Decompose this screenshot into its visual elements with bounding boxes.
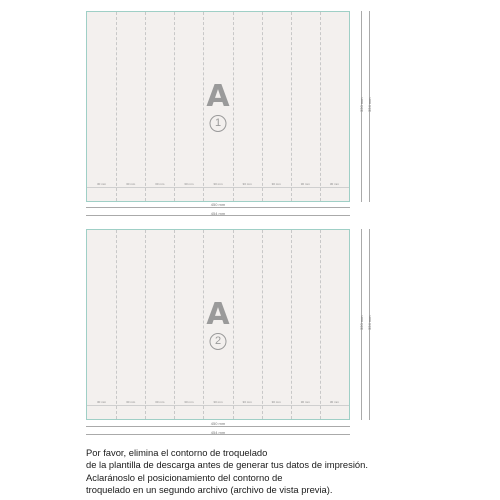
column-width-label: 30 mm [213, 400, 223, 404]
template-panel-2 [86, 229, 350, 420]
fold-line [145, 230, 146, 419]
width-inner-dimension-line [86, 426, 350, 427]
width-inner-dimension-line [86, 207, 350, 208]
column-width-label: 30 mm [242, 182, 252, 186]
fold-line [320, 230, 321, 419]
column-guide-line [87, 187, 349, 188]
instruction-note [86, 447, 368, 497]
height-outer-label: 324 mm [367, 315, 372, 330]
height-outer-label: 324 mm [367, 97, 372, 112]
fold-line [116, 230, 117, 419]
panel-number-badge: 1 [210, 115, 227, 132]
fold-line [116, 12, 117, 201]
panel-letter: A [206, 297, 230, 332]
column-width-label: 30 mm [155, 400, 165, 404]
fold-line [262, 230, 263, 419]
note-line: Aclaránoslo el posicionamiento del contorno de [86, 471, 283, 483]
width-outer-label: 454 mm [210, 430, 226, 435]
fold-line [291, 12, 292, 201]
width-inner-label: 450 mm [210, 202, 226, 207]
fold-line [320, 12, 321, 201]
width-outer-label: 454 mm [210, 211, 226, 216]
fold-line [262, 12, 263, 201]
fold-line [203, 230, 204, 419]
column-width-label: 30 mm [213, 182, 223, 186]
column-width-label: 30 mm [329, 182, 340, 186]
panel-number-badge: 2 [210, 333, 227, 350]
fold-line [145, 12, 146, 201]
fold-line [174, 230, 175, 419]
column-width-label: 30 mm [126, 400, 136, 404]
panel-letter: A [206, 79, 230, 114]
column-width-label: 30 mm [96, 182, 107, 186]
note-line: troquelado en un segundo archivo (archivo de vista previa). [86, 484, 333, 496]
column-width-label: 30 mm [184, 182, 194, 186]
column-width-label: 30 mm [242, 400, 252, 404]
column-width-label: 30 mm [155, 182, 165, 186]
note-line: Por favor, elimina el contorno de troquelado [86, 447, 268, 458]
column-width-label: 30 mm [300, 400, 310, 404]
note-line: de la plantilla de descarga antes de generar tus datos de impresión. [86, 459, 368, 471]
template-panel-1 [86, 11, 350, 202]
width-inner-label: 450 mm [210, 421, 226, 426]
fold-line [233, 12, 234, 201]
column-width-label: 30 mm [184, 400, 194, 404]
fold-line [174, 12, 175, 201]
fold-line [203, 12, 204, 201]
column-width-label: 30 mm [300, 182, 310, 186]
column-guide-line [87, 405, 349, 406]
column-width-label: 30 mm [126, 182, 136, 186]
column-width-label: 30 mm [271, 400, 281, 404]
column-width-label: 30 mm [329, 400, 340, 404]
column-width-label: 30 mm [96, 400, 107, 404]
fold-line [291, 230, 292, 419]
height-inner-label: 320 mm [359, 315, 364, 330]
fold-line [233, 230, 234, 419]
column-width-label: 30 mm [271, 182, 281, 186]
height-inner-label: 320 mm [359, 97, 364, 112]
